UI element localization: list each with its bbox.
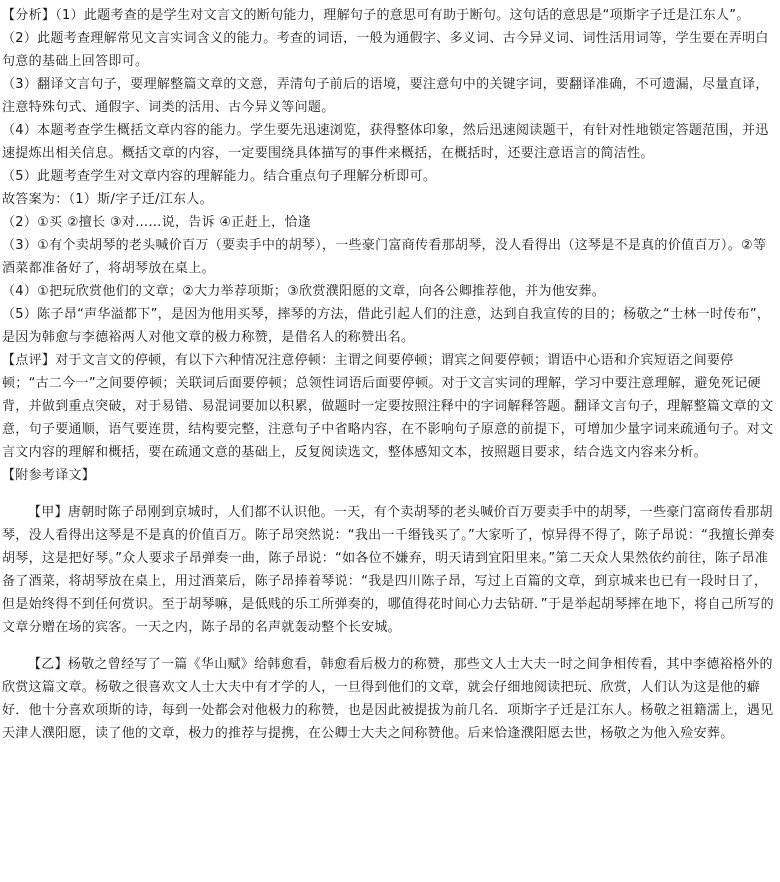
translation-yi: 【乙】杨敬之曾经写了一篇《华山赋》给韩愈看，韩愈看后极力的称赞，那些文人士大夫一时之间争相传看，其中李德裕格外的欣赏这篇文章。杨敬之很喜欢文人士大夫中有才学的人，一旦得到他们的文章，就会仔细地阅读把玩、欣赏，人们认为这是他的癖好．他十分喜欢项斯的诗，每到一处都会对他极力的称赞，也是因此被提拔为前几名．项斯字子迁是江东人。杨敬之祖籍濡上，遇见天津人濮阳愿，读了他的文章，极力的推荐与提携，在公卿士大夫之间称赞他。后来恰逢濮阳愿去世，杨敬之为他入殓安葬。	[2, 657, 774, 741]
answer-2: （2）①买 ②擅长 ③对……说，告诉 ④正赶上，恰逢	[2, 215, 312, 230]
analysis-paragraph-4: （4）本题考查学生概括文章内容的能力。学生要先迅速浏览，获得整体印象，然后迅速阅读题干，有针对性地锁定答题范围，并迅速提炼出相关信息。概括文章的内容，一定要围绕具体描写的事件来概括，在概括时，还要注意语言的简洁性。	[2, 123, 769, 161]
translation-jia: 【甲】唐朝时陈子昂刚到京城时，人们都不认识他。一天，有个卖胡琴的老头喊价百万要卖手中的胡琴，一些豪门富商传看那胡琴，没人看得出这琴是不是真的价值百万。陈子昂突然说：“我出一千缗钱买了。”大家听了，惊异得不得了，陈子昂说：“我擅长弹奏胡琴，这是把好琴。”众人要求子昂弹奏一曲，陈子昂说：“如各位不嫌弃，明天请到宜阳里来。”第二天众人果然依约前往，陈子昂准备了酒菜，将胡琴放在桌上，用过酒菜后，陈子昂捧着琴说：“我是四川陈子昂，写过上百篇的文章，到京城来也已有一段时日了，但是始终得不到任何赏识。至于胡琴嘛，是低贱的乐工所弹奏的，哪值得花时间心力去钻研．”于是举起胡琴摔在地下，将自己所写的文章分赠在场的宾客。一天之内，陈子昂的名声就轰动整个长安城。	[2, 505, 775, 635]
analysis-paragraph-1: 【分析】（1）此题考查的是学生对文言文的断句能力，理解句子的意思可有助于断句。这句话的意思是“项斯字子迁是江东人”。	[2, 8, 750, 23]
answer-4: （4）①把玩欣赏他们的文章；②大力举荐项斯；③欣赏濮阳愿的文章，向各公卿推荐他，并为他安葬。	[2, 284, 606, 299]
answer-1: 故答案为：（1）斯/字子迁/江东人。	[2, 192, 213, 207]
analysis-paragraph-5: （5）此题考查学生对文章内容的理解能力。结合重点句子理解分析即可。	[2, 169, 437, 184]
analysis-paragraph-3: （3）翻译文言句子，要理解整篇文章的文意，弄清句子前后的语境，要注意句中的关键字词，要翻译准确，不可遗漏，尽量直译，注意特殊句式、通假字、词类的活用、古今异义等问题。	[2, 77, 769, 115]
analysis-paragraph-2: （2）此题考查理解常见文言实词含义的能力。考查的词语，一般为通假字、多义词、古今异义词、词性活用词等，学生要在弄明白句意的基础上回答即可。	[2, 31, 769, 69]
answer-3: （3）①有个卖胡琴的老头喊价百万（要卖手中的胡琴），一些豪门富商传看那胡琴，没人看得出（这琴是不是真的价值百万）。②等酒菜都准备好了，将胡琴放在桌上。	[2, 238, 767, 276]
translation-heading: 【附参考译文】	[2, 468, 96, 483]
comment-paragraph: 【点评】对于文言文的停顿，有以下六种情况注意停顿：主谓之间要停顿；谓宾之间要停顿；谓语中心语和介宾短语之间要停顿；“古二今一”之间要停顿；关联词后面要停顿；总领性词语后面要停顿。对于文言实词的理解，学习中要注意理解，避免死记硬背，并做到重点突破，对于易错、易混词要加以积累，做题时一定要按照注释中的字词解释答题。翻译文言句子，理解整篇文章的文意，句子要通顺，语气要连贯，结构要完整，注意句子中省略内容，在不影响句子原意的前提下，可增加少量字词来疏通句子。对文言文内容的理解和概括，要在疏通文意的基础上，反复阅读选文，整体感知文本，按照题目要求，结合选文内容来分析。	[2, 353, 774, 460]
answer-5: （5）陈子昂“声华溢都下”，是因为他用买琴，摔琴的方法，借此引起人们的注意，达到自我宣传的目的；杨敬之“士林一时传布”，是因为韩愈与李德裕两人对他文章的极力称赞，是借名人的称赞出名。	[2, 307, 771, 345]
